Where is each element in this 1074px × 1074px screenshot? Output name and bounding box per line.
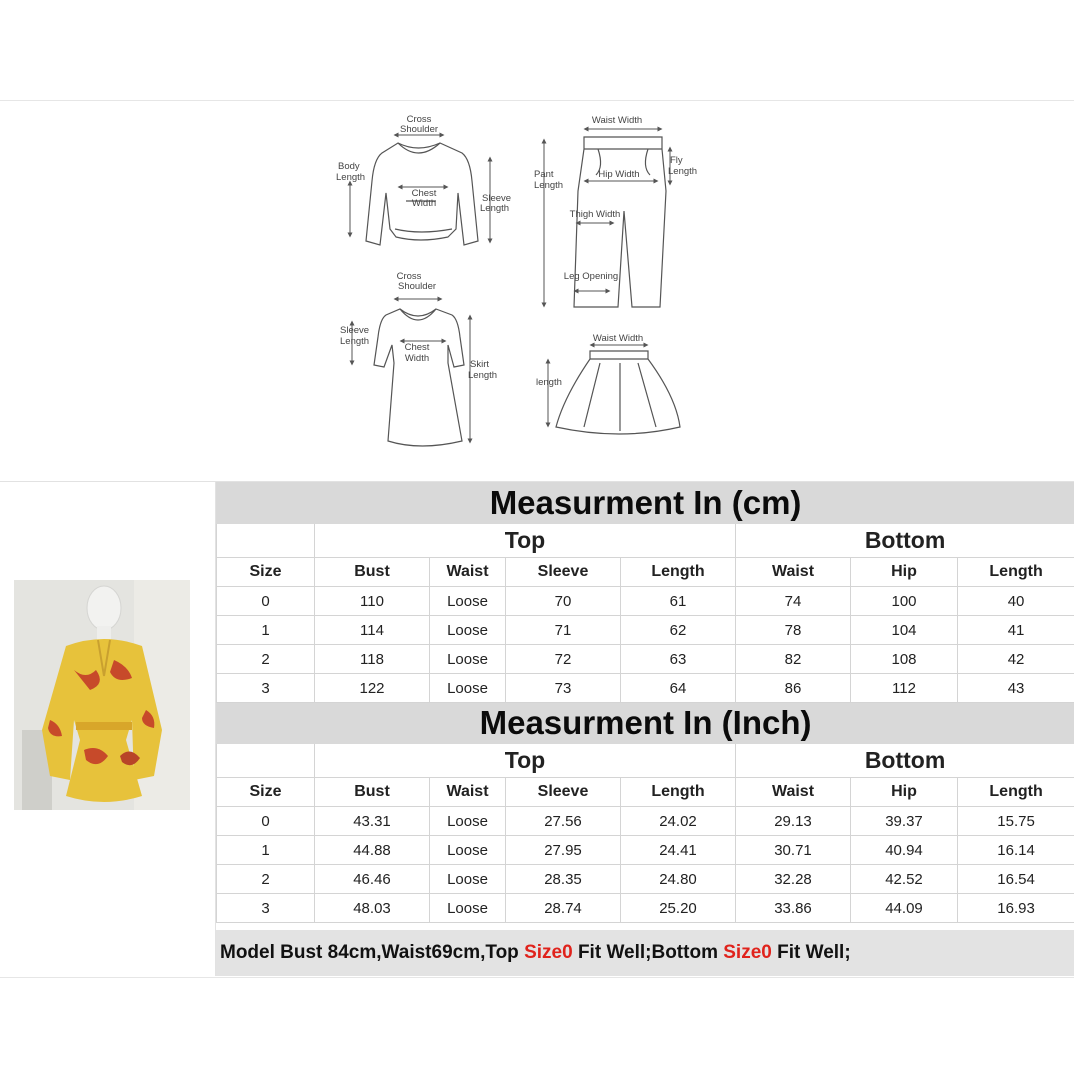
column-header: Waist	[736, 778, 851, 807]
table-cell: 16.14	[958, 836, 1074, 865]
table-row	[217, 836, 1074, 865]
column-header: Sleeve	[506, 778, 621, 807]
table-cell: 70	[506, 587, 621, 616]
group-header-row	[217, 744, 1074, 778]
table-cell: 2	[217, 865, 315, 894]
column-header: Size	[217, 778, 315, 807]
table-cell: 3	[217, 674, 315, 703]
table-cell: Loose	[430, 674, 506, 703]
label-skirt-length: length	[536, 377, 562, 388]
column-header: Length	[621, 558, 736, 587]
empty-cell	[217, 524, 315, 558]
table-cell: 62	[621, 616, 736, 645]
label-waist-width-pants: Waist Width	[591, 115, 643, 126]
label-skirt-length-b: Length	[468, 370, 498, 381]
empty-cell	[217, 744, 315, 778]
label-waist-width-skirt: Waist Width	[592, 333, 644, 344]
table-row	[217, 807, 1074, 836]
table-cell: Loose	[430, 894, 506, 923]
table-cell: 73	[506, 674, 621, 703]
table-cell: 1	[217, 616, 315, 645]
table-cell: 110	[315, 587, 430, 616]
note-text-2: Fit Well;Bottom	[572, 942, 724, 963]
note-text-1: Model Bust 84cm,Waist69cm,Top	[220, 942, 525, 963]
table-cell: Loose	[430, 645, 506, 674]
table-cell: 30.71	[736, 836, 851, 865]
label-body-length-b: Length	[336, 172, 366, 183]
table-cell: 1	[217, 836, 315, 865]
column-header: Bust	[315, 558, 430, 587]
column-header: Waist	[430, 778, 506, 807]
table-cell: Loose	[430, 587, 506, 616]
model-fit-note	[216, 930, 1074, 976]
label-cross-shoulder-1a: Cross	[406, 114, 432, 125]
product-photo-yellow-floral-set-icon	[14, 580, 190, 810]
table-cell: 43.31	[315, 807, 430, 836]
garment-sketches	[0, 101, 1074, 481]
table-row	[217, 865, 1074, 894]
note-size-bottom: Size0	[723, 942, 772, 963]
label-body-length-a: Body	[338, 161, 360, 172]
label-thigh-width: Thigh Width	[569, 209, 621, 220]
column-header: Length	[958, 558, 1074, 587]
column-header-row	[217, 558, 1074, 587]
label-hip-width: Hip Width	[598, 169, 640, 180]
table-cell: 0	[217, 807, 315, 836]
table-cell: 39.37	[851, 807, 958, 836]
label-sleeve-length-b: Length	[480, 203, 510, 214]
table-cell: 24.80	[621, 865, 736, 894]
group-header-row	[217, 524, 1074, 558]
table-cell: 33.86	[736, 894, 851, 923]
column-header-row	[217, 778, 1074, 807]
table-cell: 2	[217, 645, 315, 674]
table-cell: 63	[621, 645, 736, 674]
table-cell: 86	[736, 674, 851, 703]
table-cell: 100	[851, 587, 958, 616]
column-header: Hip	[851, 558, 958, 587]
table-cell: 41	[958, 616, 1074, 645]
size-table	[216, 482, 1074, 923]
table-cell: 78	[736, 616, 851, 645]
table-cell: 122	[315, 674, 430, 703]
table-cell: 104	[851, 616, 958, 645]
column-header: Size	[217, 558, 315, 587]
table-row	[217, 645, 1074, 674]
table-cell: 118	[315, 645, 430, 674]
table-cell: 3	[217, 894, 315, 923]
table-cell: 40.94	[851, 836, 958, 865]
product-photo	[14, 580, 190, 810]
label-cross-shoulder-2a: Cross	[396, 271, 422, 282]
table-cell: 15.75	[958, 807, 1074, 836]
group-top: Top	[315, 524, 736, 558]
table-cell: 29.13	[736, 807, 851, 836]
label-dress-chest-a: Chest	[404, 342, 430, 353]
table-cell: 42	[958, 645, 1074, 674]
label-pant-length-b: Length	[534, 180, 564, 191]
dress-arrows	[352, 299, 470, 441]
table-cell: 25.20	[621, 894, 736, 923]
note-size-top: Size0	[524, 942, 573, 963]
table-cell: Loose	[430, 865, 506, 894]
table-row	[217, 674, 1074, 703]
column-header: Waist	[736, 558, 851, 587]
table-row	[217, 587, 1074, 616]
label-chest-width-b: Width	[411, 198, 437, 209]
label-pant-length-a: Pant	[534, 169, 554, 180]
column-header: Sleeve	[506, 558, 621, 587]
label-dress-chest-b: Width	[404, 353, 430, 364]
label-cross-shoulder-2b: Shoulder	[397, 281, 437, 292]
table-title-row	[217, 483, 1074, 524]
table-cell: 108	[851, 645, 958, 674]
table-cell: 24.02	[621, 807, 736, 836]
table-title-row	[217, 703, 1074, 744]
table-cell: Loose	[430, 616, 506, 645]
column-header: Length	[621, 778, 736, 807]
label-fly-length-b: Length	[668, 166, 698, 177]
label-dress-sleeve-a: Sleeve	[340, 325, 370, 336]
table-cell: 114	[315, 616, 430, 645]
table-cell: 71	[506, 616, 621, 645]
table-cell: 46.46	[315, 865, 430, 894]
table-cell: 16.54	[958, 865, 1074, 894]
group-bottom: Bottom	[736, 744, 1074, 778]
table-cell: 74	[736, 587, 851, 616]
table-cell: 64	[621, 674, 736, 703]
table-row	[217, 616, 1074, 645]
table-cell: 44.88	[315, 836, 430, 865]
table-cell: 28.35	[506, 865, 621, 894]
table-cell: 24.41	[621, 836, 736, 865]
label-leg-opening: Leg Opening	[563, 271, 619, 282]
label-cross-shoulder-1b: Shoulder	[399, 124, 439, 135]
table-row	[217, 894, 1074, 923]
label-skirt-length-a: Skirt	[470, 359, 489, 370]
table-cell: 28.74	[506, 894, 621, 923]
size-chart	[216, 482, 1074, 923]
label-sleeve-length-a: Sleeve	[482, 193, 512, 204]
table-cell: Loose	[430, 807, 506, 836]
table-title: Measurment In (Inch)	[217, 703, 1074, 744]
table-cell: 32.28	[736, 865, 851, 894]
table-cell: 27.95	[506, 836, 621, 865]
label-fly-length-a: Fly	[670, 155, 683, 166]
column-header: Waist	[430, 558, 506, 587]
table-cell: 82	[736, 645, 851, 674]
column-header: Length	[958, 778, 1074, 807]
table-cell: 61	[621, 587, 736, 616]
group-top: Top	[315, 744, 736, 778]
table-cell: 40	[958, 587, 1074, 616]
table-cell: 48.03	[315, 894, 430, 923]
note-text-3: Fit Well;	[771, 942, 851, 963]
table-cell: 27.56	[506, 807, 621, 836]
group-bottom: Bottom	[736, 524, 1074, 558]
measurement-diagram	[0, 101, 1074, 481]
table-title: Measurment In (cm)	[217, 483, 1074, 524]
skirt-arrows	[548, 345, 646, 425]
table-cell: 42.52	[851, 865, 958, 894]
skirt-sketch	[556, 351, 680, 434]
column-header: Hip	[851, 778, 958, 807]
table-cell: 112	[851, 674, 958, 703]
column-header: Bust	[315, 778, 430, 807]
table-cell: 0	[217, 587, 315, 616]
table-cell: Loose	[430, 836, 506, 865]
dress-sketch	[374, 309, 464, 446]
label-dress-sleeve-b: Length	[340, 336, 370, 347]
table-cell: 72	[506, 645, 621, 674]
table-cell: 43	[958, 674, 1074, 703]
table-cell: 16.93	[958, 894, 1074, 923]
label-chest-width-a: Chest	[411, 188, 437, 199]
table-cell: 44.09	[851, 894, 958, 923]
